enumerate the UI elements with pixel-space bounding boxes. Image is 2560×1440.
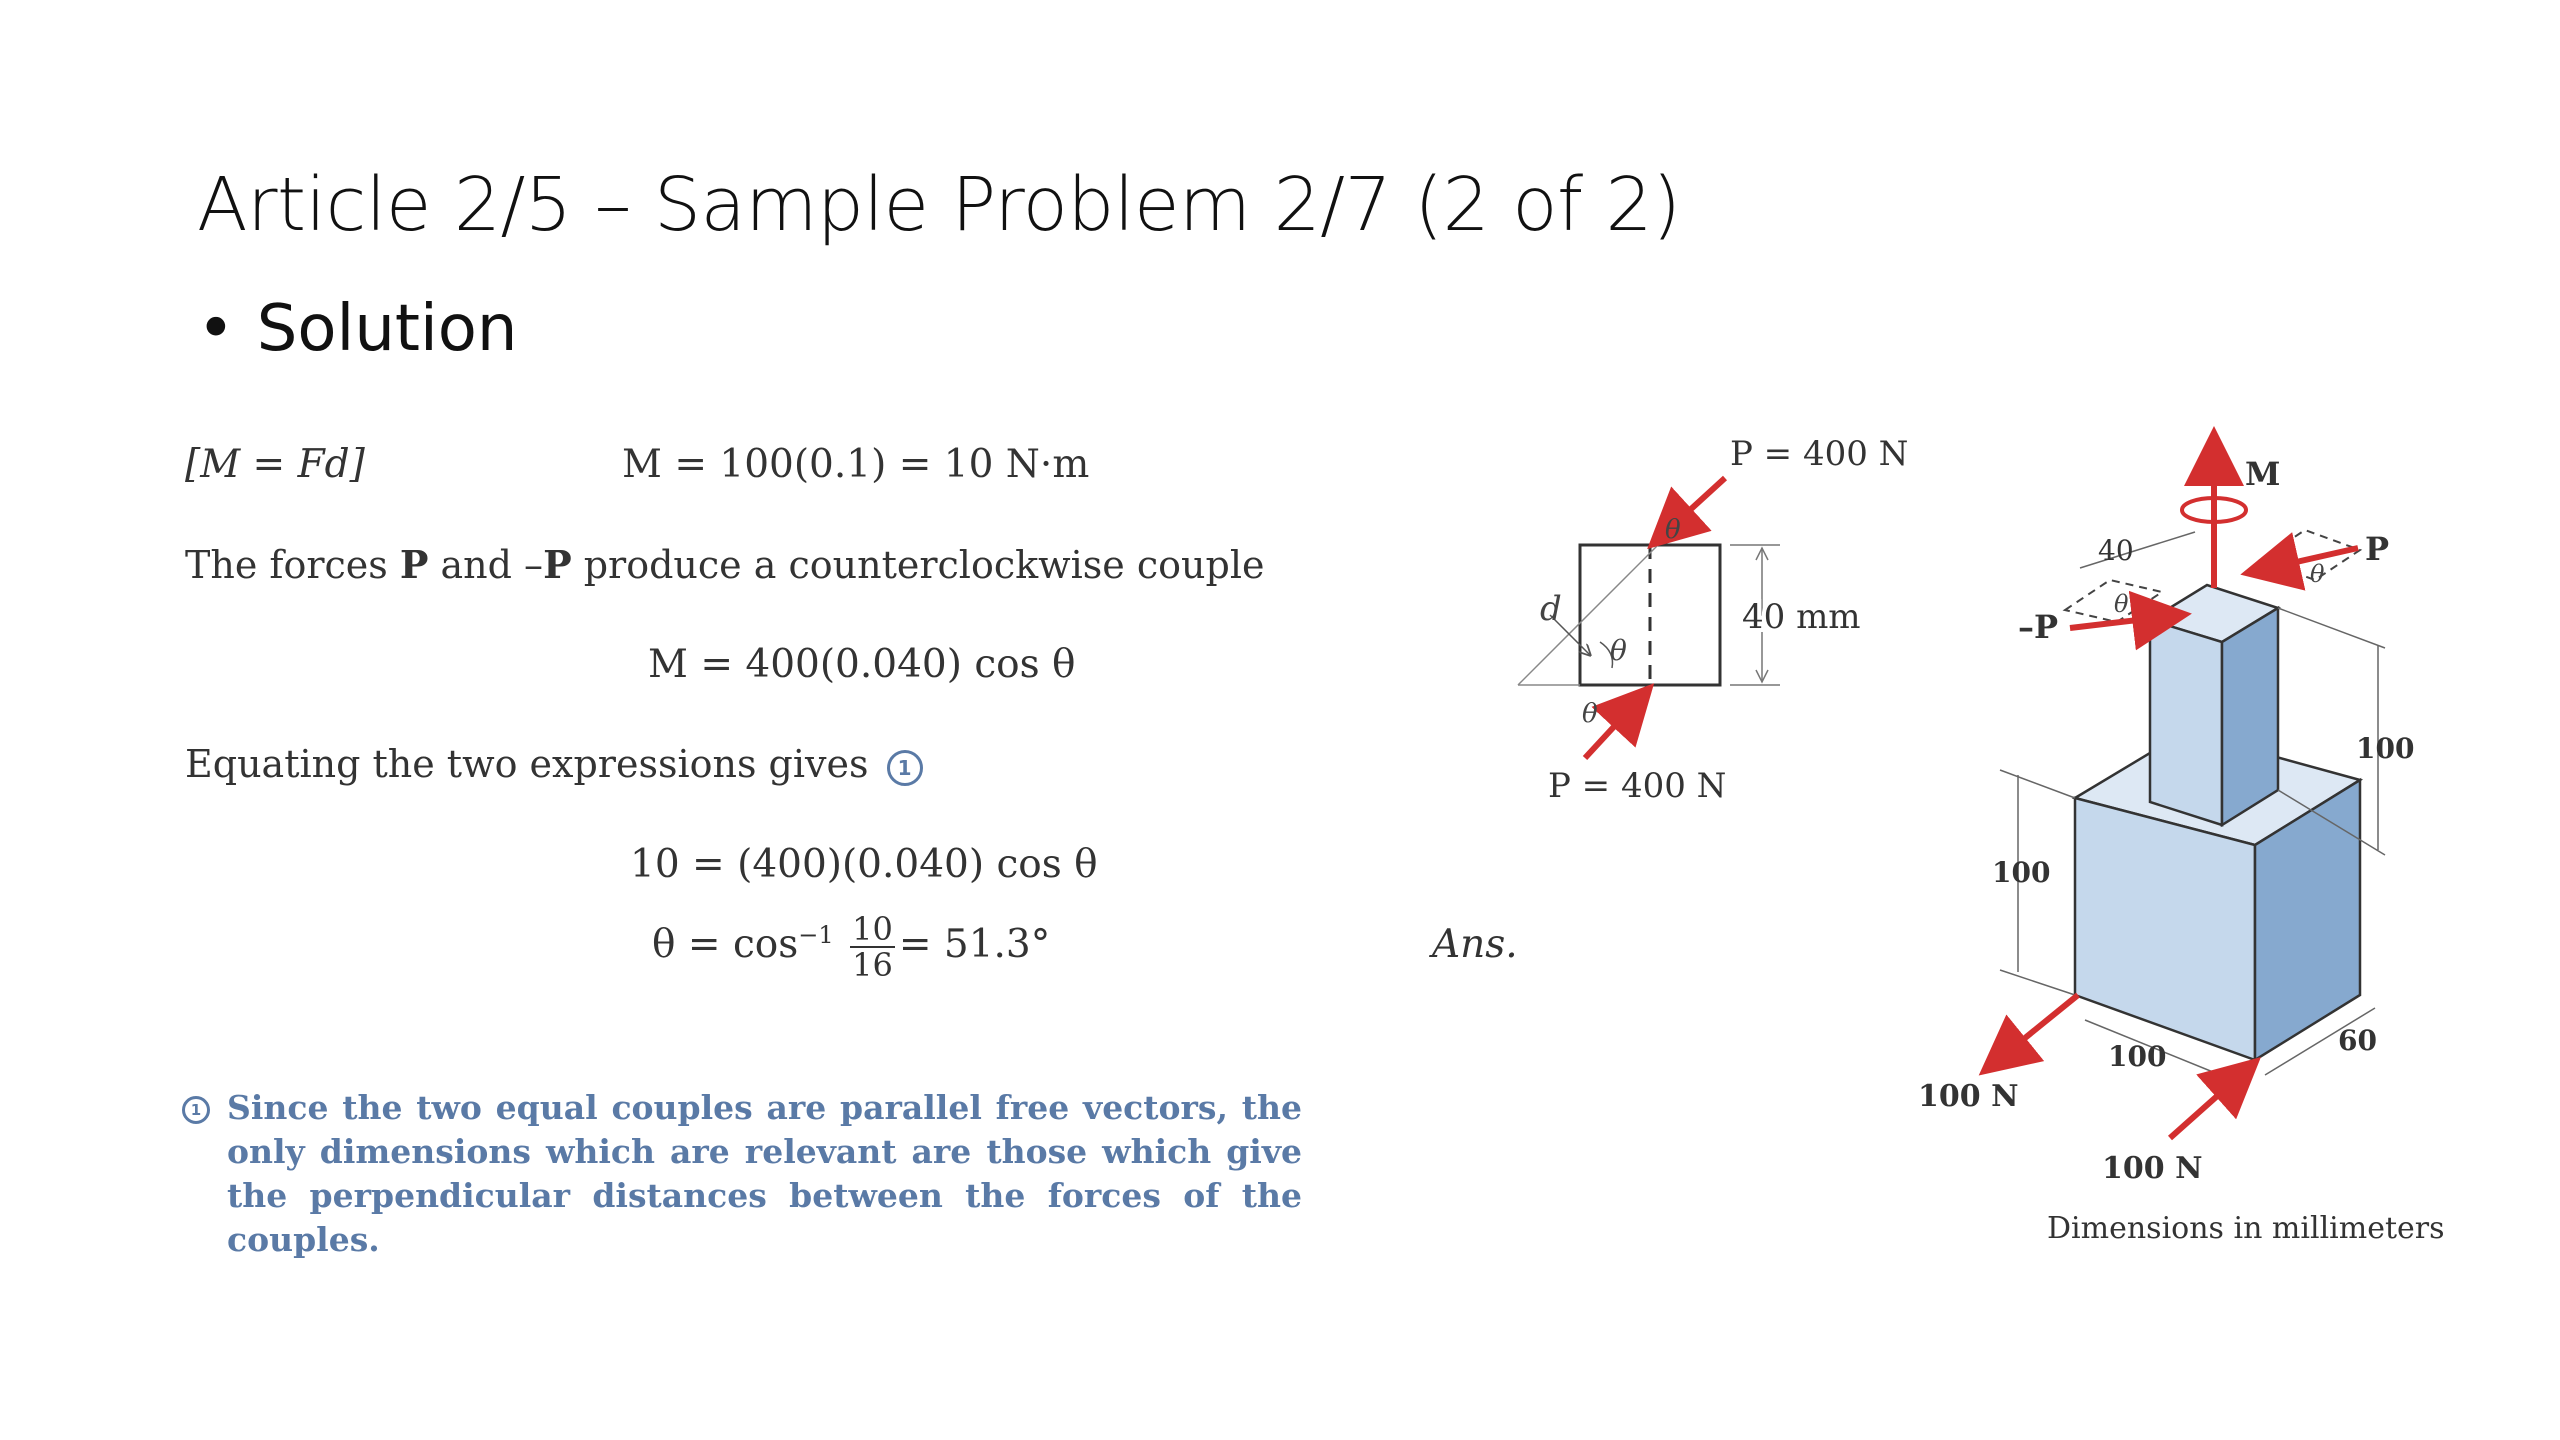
- statement-part: The forces: [185, 543, 400, 587]
- d-label: d: [1540, 589, 1562, 629]
- neg-p-theta: θ: [2114, 590, 2129, 618]
- lower-block-front: [2075, 798, 2255, 1060]
- dim-100-right-label: 100: [2356, 732, 2415, 765]
- couple-equation: M = 400(0.040) cos θ: [648, 642, 1076, 687]
- eq2-exponent: −1: [798, 921, 834, 949]
- left-force-label: 100 N: [1918, 1079, 2019, 1114]
- dimension-label: 40 mm: [1742, 597, 1861, 637]
- fraction-denominator: 16: [852, 946, 893, 984]
- right-force-label: 100 N: [2102, 1151, 2203, 1186]
- p-force-arrow: [2252, 548, 2358, 572]
- dim-ext: [2278, 608, 2385, 648]
- post-side: [2222, 608, 2278, 825]
- slide-title: Article 2/5 – Sample Problem 2/7 (2 of 2): [197, 162, 1681, 248]
- moment-equation: M = 100(0.1) = 10 N·m: [622, 442, 1090, 487]
- note-marker-icon: 1: [887, 750, 923, 786]
- fraction-numerator: 10: [852, 910, 893, 948]
- square-block: [1580, 545, 1720, 685]
- statement-part-force: P: [543, 542, 572, 587]
- dim-100-bottom-label: 100: [2108, 1040, 2167, 1073]
- neg-p-label: –P: [2018, 608, 2059, 646]
- law-label: [M = Fd]: [185, 442, 365, 487]
- post-front: [2150, 620, 2222, 825]
- dim-40-label: 40: [2098, 534, 2134, 567]
- right-force-arrow: [2170, 1065, 2252, 1138]
- couple-diagram: [1490, 420, 1930, 820]
- dim-100-left-label: 100: [1992, 856, 2051, 889]
- statement-part-force: P: [399, 542, 429, 587]
- answer-label: Ans.: [1432, 922, 1518, 967]
- couple-statement: [185, 542, 1264, 587]
- moment-label: M: [2245, 455, 2281, 493]
- eq2-left: θ = cos: [652, 922, 799, 967]
- eq2-right: = 51.3°: [898, 922, 1051, 967]
- statement-part: produce a counterclockwise couple: [571, 543, 1265, 587]
- dim-ext: [2000, 770, 2075, 798]
- dimensions-caption: Dimensions in millimeters: [2047, 1211, 2445, 1246]
- statement-part: and –: [428, 543, 544, 587]
- equation-line-1: 10 = (400)(0.040) cos θ: [630, 842, 1098, 887]
- bottom-force-label: P = 400 N: [1548, 766, 1727, 806]
- dim-ext: [2000, 970, 2075, 995]
- eq2-fraction: [850, 912, 895, 982]
- equating-line: [185, 742, 923, 786]
- left-force-arrow: [1988, 995, 2078, 1068]
- solution-bullet: [197, 292, 517, 366]
- equating-text: Equating the two expressions gives: [185, 742, 869, 786]
- theta-inner: θ: [1610, 634, 1627, 667]
- equation-line-2: [652, 912, 1050, 982]
- footnote-text: Since the two equal couples are parallel free vectors, the only dimensions which are relevant are those which give the perpendicular distances between the forces of the couples.: [227, 1088, 1302, 1259]
- theta-top: θ: [1665, 515, 1681, 545]
- footnote-marker-icon: 1: [182, 1096, 210, 1124]
- top-force-label: P = 400 N: [1730, 434, 1909, 474]
- block-diagram: [1900, 420, 2460, 1260]
- p-label: P: [2365, 530, 2390, 568]
- bullet-dot: •: [197, 292, 235, 366]
- p-theta: θ: [2310, 560, 2325, 588]
- dim-60-label: 60: [2338, 1024, 2377, 1057]
- theta-bottom: θ: [1582, 699, 1598, 729]
- bullet-text: Solution: [256, 292, 518, 366]
